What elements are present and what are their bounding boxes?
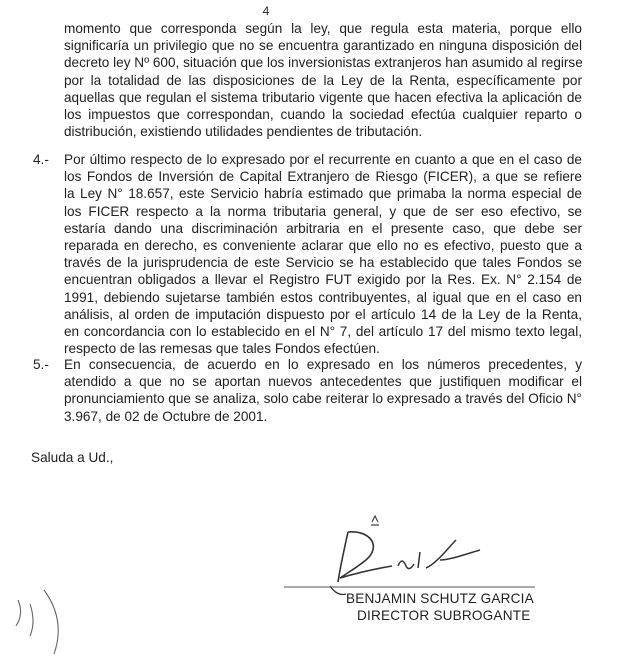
paragraph-4-line: la Ley N° 18.657, este Servicio habría estimado que primaba la norma especial de <box>64 186 582 202</box>
paragraph-4-line: 1991, debiendo sujetarse también estos contribuyentes, al igual que en el caso en <box>64 289 582 305</box>
intro-line: momento que corresponda según la ley, que regula esta materia, porque ello <box>64 21 582 36</box>
intro-line: los impuestos que correspondan, cuando la sociedad efectúa cualquier reparto o <box>64 107 582 123</box>
signatory-name: BENJAMIN SCHUTZ GARCIA <box>346 591 534 606</box>
paragraph-5-line: pronunciamiento que se analiza, solo cabe reiterar lo expresado a través del Oficio N° <box>64 391 582 407</box>
paragraph-4-line: análisis, al orden de imputación dispuesto por el artículo 14 de la Ley de la Renta, <box>64 306 582 322</box>
intro-line: significaría un privilegio que no se encuentra garantizado en ninguna disposición del <box>64 38 582 54</box>
signatory-title: DIRECTOR SUBROGANTE <box>357 608 531 623</box>
paragraph-4-line: respecto de las remesas que tales Fondos efectúen. <box>64 341 380 357</box>
paragraph-4-line: estaría dando una discriminación arbitraria en el presente caso, que debe ser <box>64 220 582 236</box>
paragraph-4-line: Por último respecto de lo expresado por el recurrente en cuanto a que en el caso de <box>64 152 582 167</box>
paragraph-5-number: 5.- <box>33 357 49 372</box>
intro-line: decreto ley Nº 600, situación que los inversionistas extranjeros han asumido al regirse <box>64 55 583 71</box>
paragraph-4-line: reparada en derecho, es conveniente aclarar que ello no es efectivo, puesto que a <box>64 238 582 254</box>
closing-salutation: Saluda a Ud., <box>31 450 114 465</box>
paragraph-4-number: 4.- <box>33 152 49 167</box>
intro-line: por la totalidad de las disposiciones de la Ley de la Renta, específicamente por <box>64 72 582 88</box>
paragraph-4-line: los Fondos de Inversión de Capital Extranjero de Riesgo (FICER), a que se refiere <box>64 169 582 185</box>
paragraph-5-line: En consecuencia, de acuerdo en lo expresado en los números precedentes, y <box>64 357 582 372</box>
paragraph-4-line: los FICER respecto a la norma tributaria general, y que de ser eso efectivo, se <box>64 203 582 219</box>
paragraph-5-line: atendido a que no se aportan nuevos antecedentes que justifiquen modificar el <box>64 374 582 390</box>
intro-line: aquellas que regulan el sistema tributario vigente que hacen efectiva la aplicación de <box>64 89 582 105</box>
paragraph-4-line: encuentran obligados a llevar el Registro FUT exigido por la Res. Ex. N° 2.154 de <box>64 272 582 288</box>
paragraph-5-line: 3.967, de 02 de Octubre de 2001. <box>64 408 268 424</box>
page-number: 4 <box>262 4 270 18</box>
paragraph-4-line: en concordancia con lo establecido en el N° 7, del artículo 17 del mismo texto legal, <box>64 324 582 340</box>
intro-line: distribución, existiendo utilidades pendientes de tributación. <box>64 124 423 140</box>
paragraph-4-line: través de la jurisprudencia de este Servicio se ha establecido que tales Fondos se <box>64 255 582 271</box>
